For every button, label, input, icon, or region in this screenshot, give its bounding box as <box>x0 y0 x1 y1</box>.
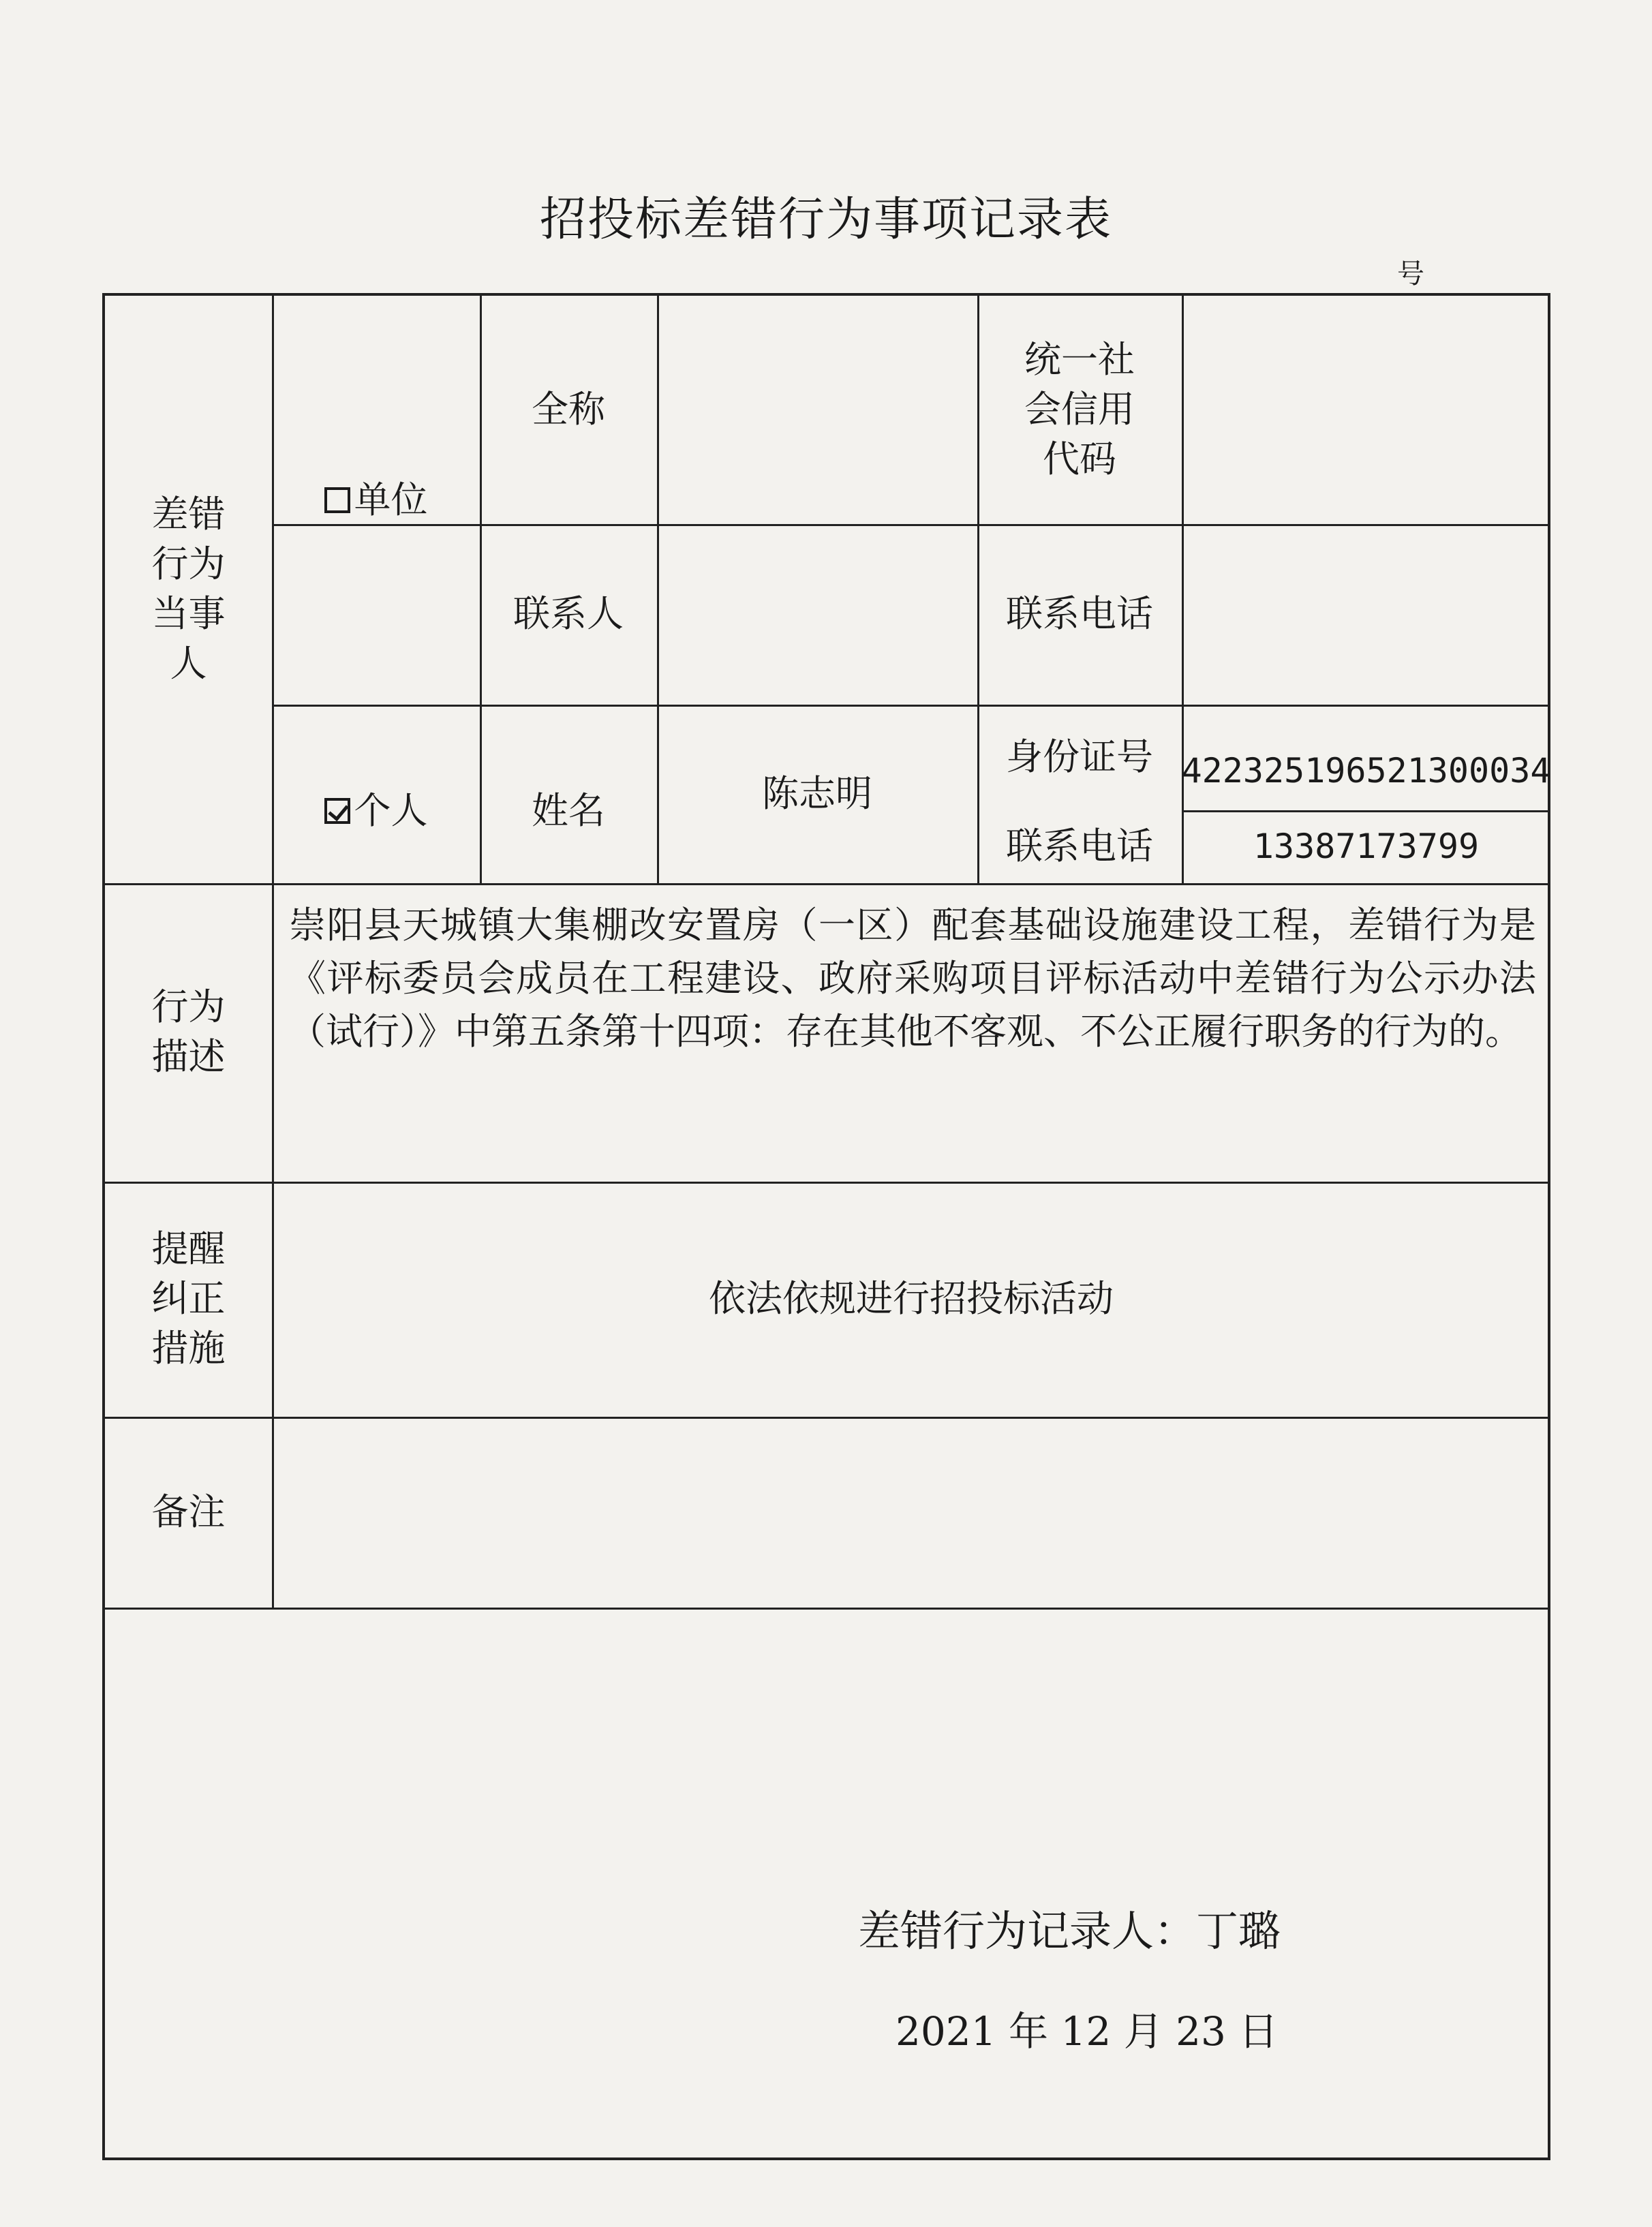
unit-phone-value <box>1182 524 1550 705</box>
id-number-value: 422325196521300034 <box>1181 750 1551 790</box>
unit-option-label: 单位 <box>354 478 428 521</box>
credit-code-label: 统一社会信用代码 <box>1024 338 1135 480</box>
number-label: 号 <box>1397 258 1424 290</box>
unit-option[interactable] <box>272 296 480 705</box>
individual-option-label: 个人 <box>354 788 428 832</box>
unit-checkbox[interactable] <box>324 487 350 513</box>
record-date: 2021 年 12 月 23 日 <box>896 2008 1279 2055</box>
individual-phone-label: 联系电话 <box>1006 825 1153 868</box>
contact-person-value <box>657 524 977 705</box>
full-name-value <box>657 296 977 524</box>
party-section-label: 差错行为当事人 <box>151 493 226 685</box>
correction-label: 提醒纠正措施 <box>151 1227 226 1370</box>
record-form-table <box>102 293 1550 2160</box>
unit-phone-label: 联系电话 <box>1006 592 1153 636</box>
remarks-value <box>272 1417 1550 1608</box>
id-number-label: 身份证号 <box>1006 735 1153 779</box>
name-label: 姓名 <box>532 788 605 832</box>
behavior-label: 行为描述 <box>151 985 226 1078</box>
remarks-label: 备注 <box>151 1490 226 1533</box>
form-title: 招投标差错行为事项记录表 <box>539 193 1112 247</box>
recorder-line <box>858 1897 1281 1958</box>
contact-person-label: 联系人 <box>513 592 624 636</box>
recorder-name: 丁璐 <box>1196 1906 1281 1956</box>
name-value: 陈志明 <box>762 771 872 815</box>
individual-phone-value: 13387173799 <box>1253 826 1480 866</box>
recorder-label: 差错行为记录人： <box>858 1906 1197 1956</box>
behavior-description: 崇阳县天城镇大集棚改安置房（一区）配套基础设施建设工程，差错行为是《评标委员会成员在工程建设、政府采购项目评标活动中差错行为公示办法（试行）》中第五条第十四项：存在其他不客观、不公正履行职务的行为的。 <box>289 904 1536 1053</box>
correction-measures: 依法依规进行招投标活动 <box>709 1277 1114 1321</box>
individual-option[interactable] <box>272 705 480 883</box>
individual-checkbox[interactable] <box>324 798 350 824</box>
credit-code-value <box>1182 296 1550 524</box>
full-name-label: 全称 <box>532 388 605 431</box>
